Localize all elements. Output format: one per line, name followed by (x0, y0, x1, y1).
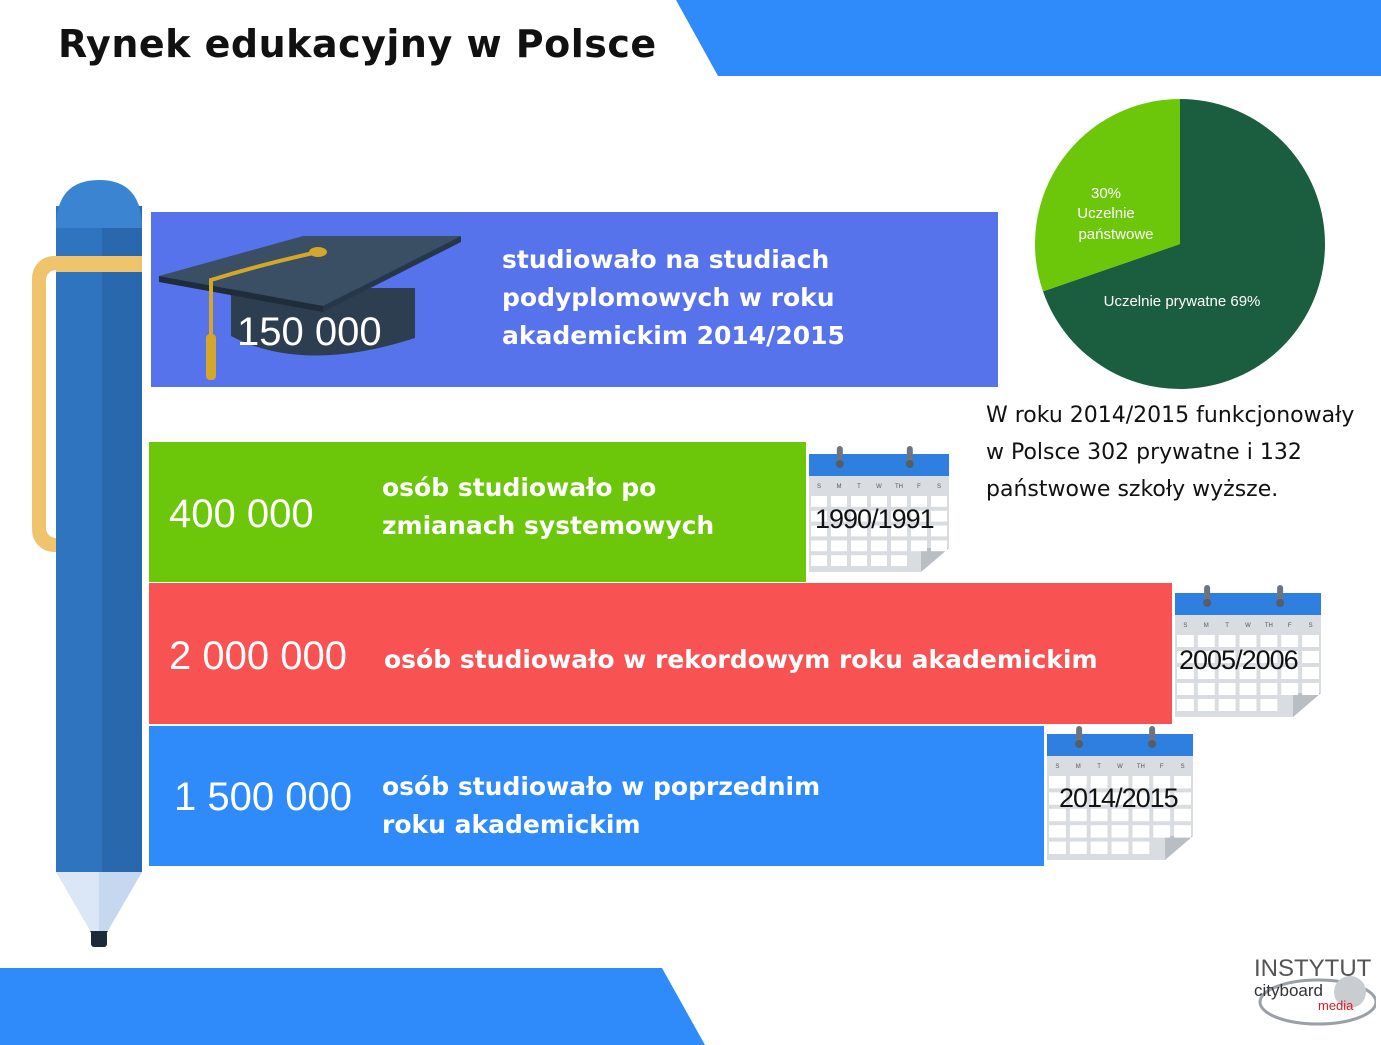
calendar-weekday: M (1075, 764, 1081, 770)
calendar-icon (1047, 726, 1193, 868)
calendar-weekday: TH (1264, 623, 1273, 629)
calendar-weekday: S (936, 484, 942, 490)
stat-description-line: osób studiowało w poprzednim (382, 772, 821, 801)
pie-note-line: w Polsce 302 prywatne i 132 (986, 440, 1302, 465)
pencil-illustration (28, 176, 150, 956)
calendar-icon (809, 446, 949, 580)
pie-note (986, 397, 1381, 508)
calendar-weekday: TH (895, 484, 903, 490)
graduation-cap-icon (153, 216, 463, 386)
calendar-weekday: F (1159, 764, 1164, 770)
stat-description (382, 768, 820, 844)
stat-band-2005 (149, 583, 1172, 724)
stat-description-line: studiowało na studiach (502, 245, 830, 274)
calendar-year: 2005/2006 (1179, 645, 1298, 675)
stat-description-line: akademickim 2014/2015 (502, 321, 845, 350)
stat-number: 400 000 (169, 492, 314, 536)
calendar-weekday: F (1287, 623, 1292, 629)
stat-description (384, 641, 1098, 679)
stat-number: 2 000 000 (169, 634, 347, 678)
pie-label-private: Uczelnie prywatne 69% (1103, 293, 1261, 310)
calendar-weekday: M (836, 484, 842, 490)
stat-description-line: zmianach systemowych (382, 511, 715, 540)
calendar-weekday: S (1055, 764, 1060, 770)
logo-text: media (1318, 998, 1354, 1013)
pie-note-line: państwowe szkoły wyższe. (986, 477, 1279, 502)
calendar-weekday: T (1225, 623, 1229, 629)
top-banner (676, 0, 1381, 76)
page-title: Rynek edukacyjny w Polsce (58, 22, 657, 66)
cityboard-media-logo (1246, 952, 1376, 1032)
pie-label-public-name: Uczelnie (1077, 205, 1135, 222)
calendar-weekday: T (857, 484, 861, 490)
stat-description (502, 241, 845, 355)
stat-band-2014 (149, 726, 1044, 866)
calendar-weekday: W (876, 484, 882, 490)
stat-number: 1 500 000 (174, 775, 352, 819)
stat-band-postgraduate (151, 212, 998, 387)
logo-text: cityboard (1254, 981, 1323, 1000)
calendar-weekday: S (1183, 623, 1188, 629)
pie-label-public-pct: 30% (1090, 185, 1122, 202)
stat-description (382, 469, 714, 545)
stat-description-line: osób studiowało po (382, 473, 657, 502)
calendar-weekday: F (917, 484, 921, 490)
pie-note-line: W roku 2014/2015 funkcjonowały (986, 403, 1355, 428)
calendar-weekday: TH (1136, 764, 1145, 770)
pie-chart (1030, 96, 1330, 392)
calendar-weekday: S (1180, 764, 1185, 770)
calendar-weekday: S (816, 484, 822, 490)
calendar-year: 1990/1991 (815, 504, 934, 534)
calendar-weekday: M (1203, 623, 1209, 629)
pie-label-public-name: państwowe (1078, 226, 1154, 243)
stat-description-line: podyplomowych w roku (502, 283, 835, 312)
logo-text: INSTYTUT (1254, 955, 1372, 982)
calendar-weekday: S (1308, 623, 1313, 629)
calendar-icon (1175, 585, 1321, 725)
stat-band-1990 (149, 442, 806, 582)
bottom-banner (0, 968, 705, 1045)
stat-description-line: roku akademickim (382, 810, 641, 839)
calendar-weekday: W (1245, 623, 1251, 629)
calendar-year: 2014/2015 (1059, 783, 1178, 813)
calendar-weekday: W (1117, 764, 1123, 770)
stat-description-line: osób studiowało w rekordowym roku akademickim (384, 645, 1098, 674)
calendar-weekday: T (1097, 764, 1101, 770)
stat-number: 150 000 (237, 310, 382, 354)
